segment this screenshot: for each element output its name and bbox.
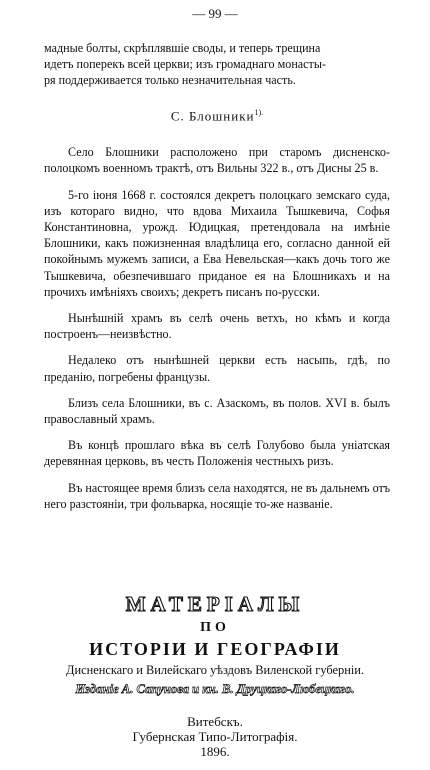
city-line: Витебскъ. [187,714,243,729]
authors-line: Изданіе А. Сапунова и кн. В. Друцкаго-Любецкаго. [75,682,355,696]
paragraph: Близъ села Блошники, въ с. Азаскомъ, въ полов. XVI в. былъ православный храмъ. [44,395,390,426]
materials-heading: МАТЕРІАЛЫ [125,592,305,616]
intro-line: идетъ поперекъ всей церкви; изъ громаднаго монасты- [44,57,326,72]
intro-paragraph [44,40,390,89]
paragraph: Недалеко отъ нынѣшней церкви есть насыпь, гдѣ, по преданію, погребены французы. [44,353,390,384]
footnote-marker: 1). [254,107,264,117]
press-line: Губернская Типо-Литографія. [132,729,298,744]
paragraph: Нынѣшній храмъ въ селѣ очень ветхъ, но кѣмъ и когда построенъ—неизвѣстно. [44,310,390,342]
year-line: 1896. [200,744,230,759]
subject-heading: ИСТОРІИ И ГЕОГРАФІИ [89,639,341,659]
page-body [44,40,390,522]
intro-line: мадные болты, скрѣплявшіе своды, и теперь трещина [44,41,321,55]
po-heading: ПО [200,620,230,635]
intro-line: ря поддерживается только незначительная часть. [44,73,296,88]
page-number: — 99 — [192,6,238,21]
publication-footer [20,592,410,759]
paragraph: Въ настоящее время близъ села находятся, не въ дальнемъ отъ него разстояніи, три фольварка, носящіе то-же названіе. [44,480,390,511]
paragraph: Село Блошники расположено при старомъ дисненско-полоцкомъ военномъ трактѣ, отъ Вильны 322 в., отъ Дисны 25 в. [44,145,390,176]
region-line: Дисненскаго и Вилейскаго уѣздовъ Виленской губерніи. [66,663,364,677]
section-title-text: С. Блошники [170,107,255,123]
paragraph: 5-го іюня 1668 г. состоялся декретъ полоцкаго земскаго суда, изъ котораго видно, что вдова Михаила Тышкевича, Софья Константиновна, урожд. Юдицкая, претендовала на имѣніе Блошники, какъ пожизненная владѣлица его, согласно данной ей покойнымъ мужемъ записи, а Ева Невельская—какъ дочь того же Тышкевича, обезпечившаго приданое ея на Блошникахъ и на прочихъ имѣніяхъ своихъ; декретъ писанъ по-русски. [44,187,390,299]
section-title [44,105,390,125]
paragraph: Въ концѣ прошлаго вѣка въ селѣ Голубово была уніатская деревянная церковь, въ честь Положенія честныхъ ризъ. [44,438,390,469]
